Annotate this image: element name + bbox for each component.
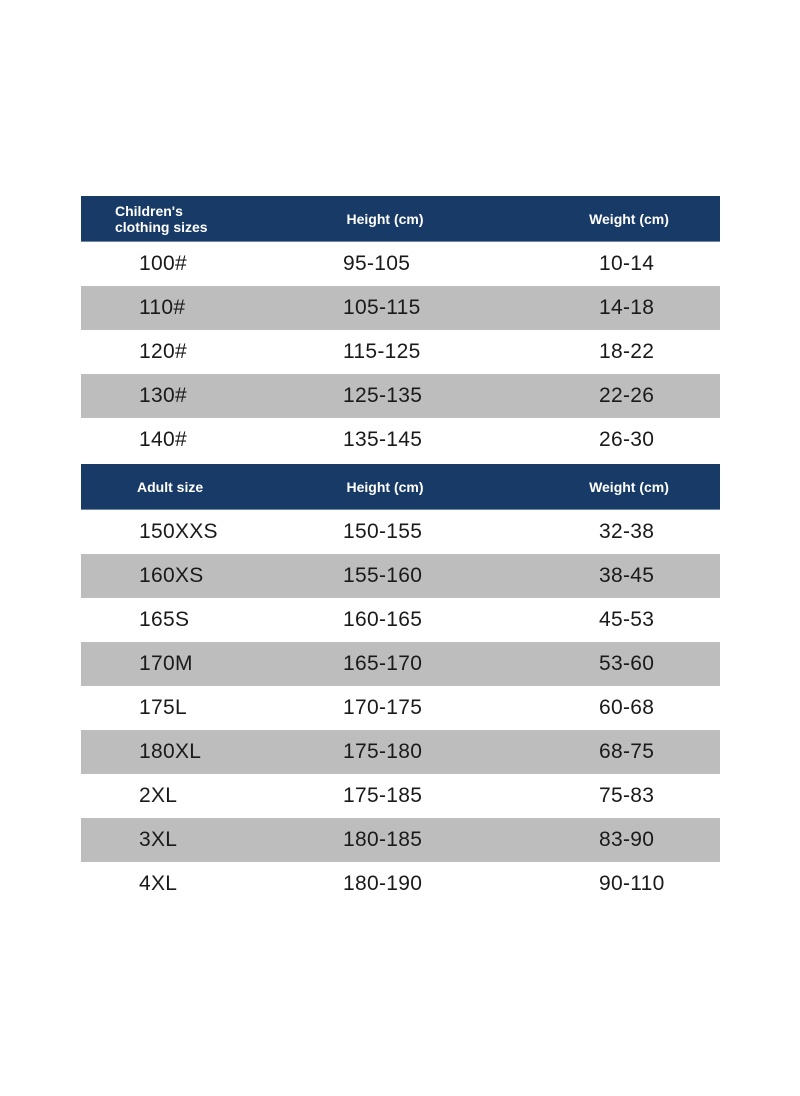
table-row — [81, 686, 720, 730]
children-size-header: Children's clothing sizes — [115, 202, 208, 235]
table-row — [81, 418, 720, 462]
size-cell: 150XXS — [139, 520, 218, 543]
height-cell: 95-105 — [343, 252, 411, 275]
size-cell: 170M — [139, 652, 193, 675]
weight-cell: 14-18 — [599, 296, 655, 319]
height-cell: 135-145 — [343, 428, 423, 451]
table-row — [81, 730, 720, 774]
size-cell: 160XS — [139, 564, 204, 587]
height-cell: 165-170 — [343, 652, 423, 675]
adult-size-table — [81, 464, 720, 906]
weight-cell: 90-110 — [599, 872, 665, 895]
adult-height-header: Height (cm) — [346, 478, 424, 495]
children-table-header — [81, 196, 720, 242]
height-cell: 175-185 — [343, 784, 423, 807]
adult-size-header: Adult size — [137, 478, 204, 495]
height-cell: 180-190 — [343, 872, 423, 895]
height-cell: 160-165 — [343, 608, 423, 631]
weight-cell: 45-53 — [599, 608, 655, 631]
size-cell: 140# — [139, 428, 187, 451]
children-weight-header: Weight (cm) — [589, 210, 669, 227]
children-height-header: Height (cm) — [346, 210, 424, 227]
weight-cell: 53-60 — [599, 652, 655, 675]
adult-table-header — [81, 464, 720, 510]
size-cell: 180XL — [139, 740, 202, 763]
height-cell: 125-135 — [343, 384, 423, 407]
weight-cell: 83-90 — [599, 828, 655, 851]
height-cell: 180-185 — [343, 828, 423, 851]
table-row — [81, 642, 720, 686]
children-size-table — [81, 196, 720, 462]
weight-cell: 68-75 — [599, 740, 655, 763]
height-cell: 115-125 — [343, 340, 421, 363]
height-cell: 170-175 — [343, 696, 423, 719]
table-row — [81, 510, 720, 554]
table-row — [81, 554, 720, 598]
table-row — [81, 598, 720, 642]
table-row — [81, 818, 720, 862]
size-cell: 165S — [139, 608, 190, 631]
height-cell: 105-115 — [343, 296, 421, 319]
height-cell: 175-180 — [343, 740, 423, 763]
size-cell: 175L — [139, 696, 187, 719]
weight-cell: 10-14 — [599, 252, 655, 275]
table-row — [81, 374, 720, 418]
weight-cell: 60-68 — [599, 696, 655, 719]
weight-cell: 75-83 — [599, 784, 655, 807]
size-cell: 4XL — [139, 872, 178, 895]
weight-cell: 26-30 — [599, 428, 655, 451]
table-row — [81, 862, 720, 906]
size-cell: 130# — [139, 384, 187, 407]
table-row — [81, 774, 720, 818]
height-cell: 155-160 — [343, 564, 423, 587]
weight-cell: 22-26 — [599, 384, 655, 407]
adult-weight-header: Weight (cm) — [589, 478, 669, 495]
size-cell: 120# — [139, 340, 187, 363]
size-cell: 100# — [139, 252, 187, 275]
table-row — [81, 242, 720, 286]
size-cell: 110# — [139, 296, 186, 319]
size-cell: 3XL — [139, 828, 178, 851]
height-cell: 150-155 — [343, 520, 423, 543]
weight-cell: 18-22 — [599, 340, 655, 363]
table-row — [81, 330, 720, 374]
size-cell: 2XL — [139, 784, 178, 807]
weight-cell: 32-38 — [599, 520, 655, 543]
weight-cell: 38-45 — [599, 564, 655, 587]
table-row — [81, 286, 720, 330]
